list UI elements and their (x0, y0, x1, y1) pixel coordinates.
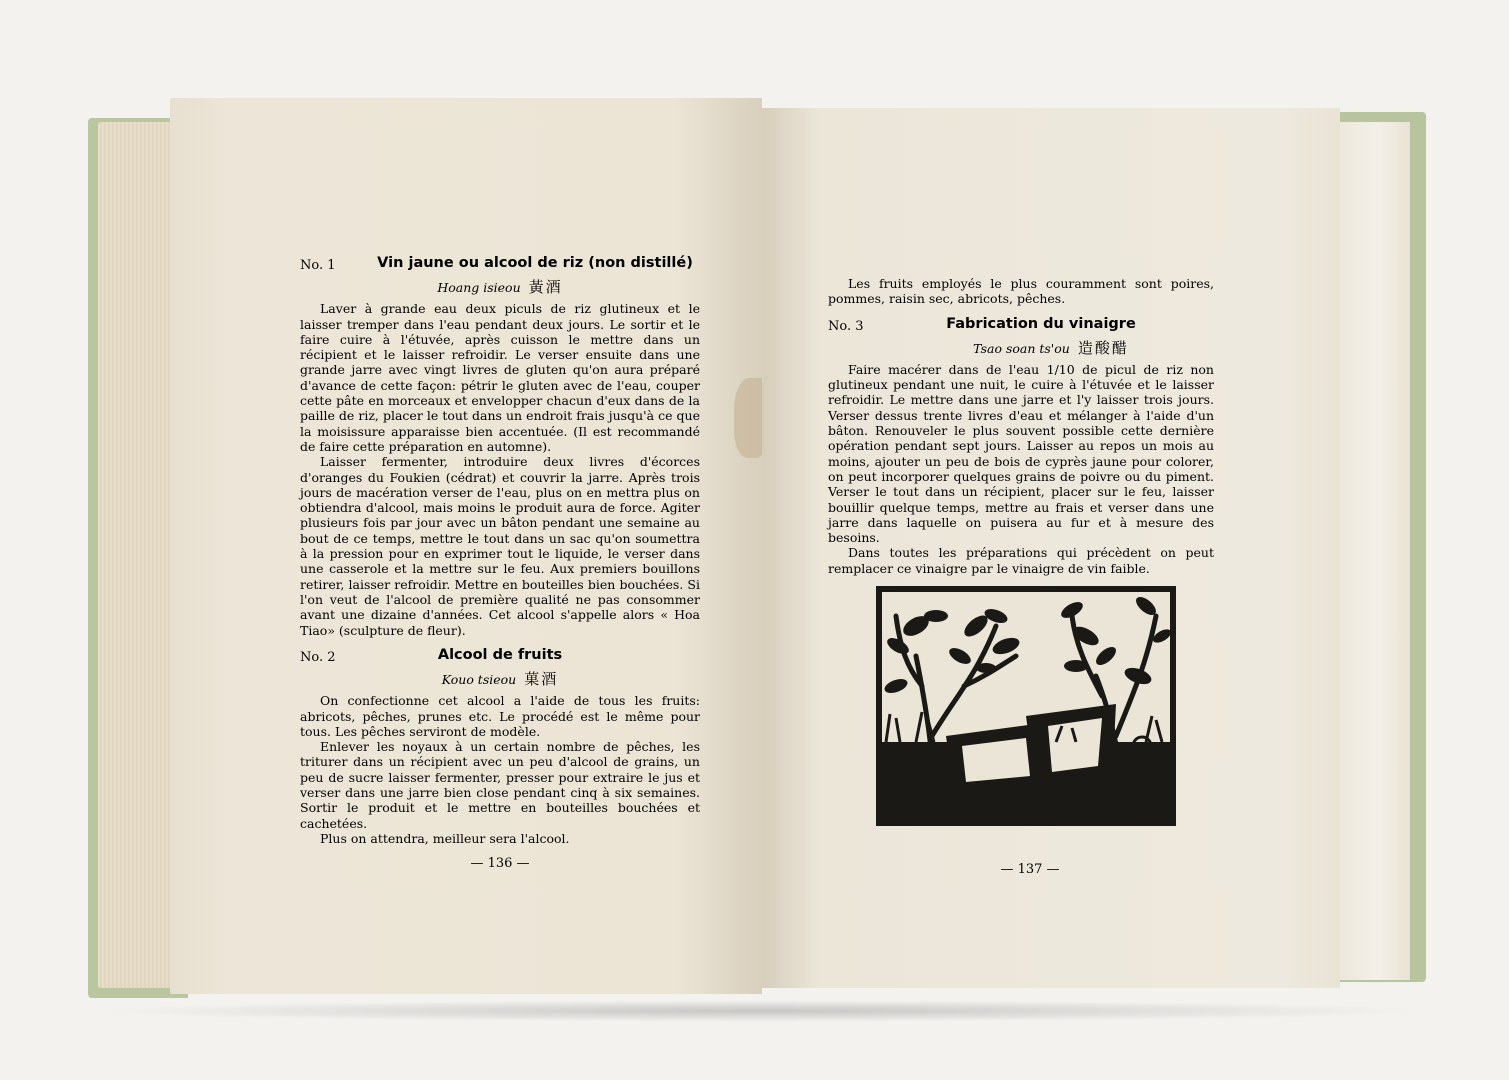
entry-title: Alcool de fruits (437, 647, 563, 663)
page-edges-left (98, 122, 174, 988)
romanized-name: Hoang isieou (437, 280, 521, 295)
entry-3-heading (828, 317, 1214, 339)
right-page-text (828, 276, 1214, 576)
page-number-left: — 136 — (470, 856, 530, 871)
paragraph: Enlever les noyaux à un certain nombre de pêches, les triturer dans un récipient avec un peu d'alcool de grains, un peu de sucre laisser fermenter, presser pour extraire le jus et verser dans une jarre bien close pendant cinq à six semaines. Sortir le produit et le mettre en bouteilles bouchées et cachetées. (300, 739, 700, 831)
page-number-right: — 137 — (1000, 862, 1060, 877)
entry-subtitle (300, 672, 700, 687)
entry-subtitle (828, 338, 1214, 357)
entry-title: Vin jaune ou alcool de riz (non distillé) (377, 255, 693, 271)
romanized-name: Kouo tsieou (441, 672, 517, 687)
entry-number: No. 1 (300, 258, 336, 273)
paragraph: Laisser fermenter, introduire deux livres d'écorces d'oranges du Foukien (cédrat) et couvrir la jarre. Après trois jours de macération verser de l'eau, plus on en mettra plus on obtiendra d'alcool, mais moins le produit aura de force. Agiter plusieurs fois par jour avec un bâton pendant une semaine au bout de ce temps, mettre le tout dans un sac qu'on soumettra à la pression pour en exprimer tout le liquide, le verser dans une casserole et la mettre sur le feu. Aux premiers bouillons retirer, laisser refroidir. Mettre en bouteilles bien bouchées. Si l'on veut de l'alcool de première qualité ne pas consommer avant une dizaine d'années. Cet alcool s'appelle alors « Hoa Tiao» (sculpture de fleur). (300, 454, 700, 638)
intro-paragraph: Les fruits employés le plus couramment sont poires, pommes, raisin sec, abricots, pêches. (828, 276, 1214, 307)
book-shadow (92, 1000, 1432, 1022)
paragraph: Laver à grande eau deux piculs de riz glutineux et le laisser tremper dans l'eau pendant deux jours. Le sortir et le faire cuire à l'étuvée, après cuisson le mettre dans un récipient et le laisser refroidir. Le verser ensuite dans une grande jarre avec vingt livres de gluten qu'on aura préparé d'avance de cette façon: pétrir le gluten avec de l'eau, couper cette pâte en morceaux et envelopper chacun d'eux dans de la paille de riz, placer le tout dans un endroit frais jusqu'à ce que la moisissure apparaisse bien accentuée. (Il est recommandé de faire cette préparation en automne). (300, 301, 700, 454)
entry-number: No. 3 (828, 318, 864, 334)
paragraph: Plus on attendra, meilleur sera l'alcool. (320, 830, 570, 846)
chinese-name: 黃酒 (528, 278, 563, 296)
chinese-name: 造酸醋 (1077, 338, 1129, 357)
page-edges-right (1330, 122, 1410, 980)
entry-2 (300, 648, 700, 846)
chinese-name: 菓酒 (524, 670, 559, 688)
entry-1-heading (300, 256, 700, 278)
entry-subtitle (300, 280, 700, 295)
entry-title: Fabrication du vinaigre (946, 315, 1136, 332)
entry-1 (300, 256, 700, 638)
entry-2-heading (300, 648, 700, 670)
romanized-name: Tsao soan ts'ou (973, 340, 1070, 356)
paragraph: On confectionne cet alcool a l'aide de tous les fruits: abricots, pêches, prunes etc. Le procédé est le même pour tous. Les pêches serviront de modèle. (300, 693, 700, 739)
woodcut-illustration (876, 586, 1176, 826)
paragraph: Faire macérer dans de l'eau 1/10 de picul de riz non glutineux pendant une nuit, le cuire à l'étuvée et le laisser refroidir. Le mettre dans une jarre et l'y laisser trois jours. Verser dessus trente livres d'eau et mélanger à l'aide d'un bâton. Renouveler le plus souvent possible cette dernière opération pendant sept jours. Laisser au repos un mois au moins, ajouter un peu de bois de cyprès jaune pour colorer, on peut incorporer quelques grains de poivre ou du piment. Verser le tout dans un récipient, placer sur le feu, laisser bouillir quelque temps, mettre au frais et verser dans une jarre dans laquelle on puisera au fur et à mesure des besoins. (828, 361, 1214, 546)
entry-number: No. 2 (300, 650, 336, 665)
paragraph: Dans toutes les préparations qui précèdent on peut remplacer ce vinaigre par le vinaigre de vin faible. (828, 545, 1214, 576)
